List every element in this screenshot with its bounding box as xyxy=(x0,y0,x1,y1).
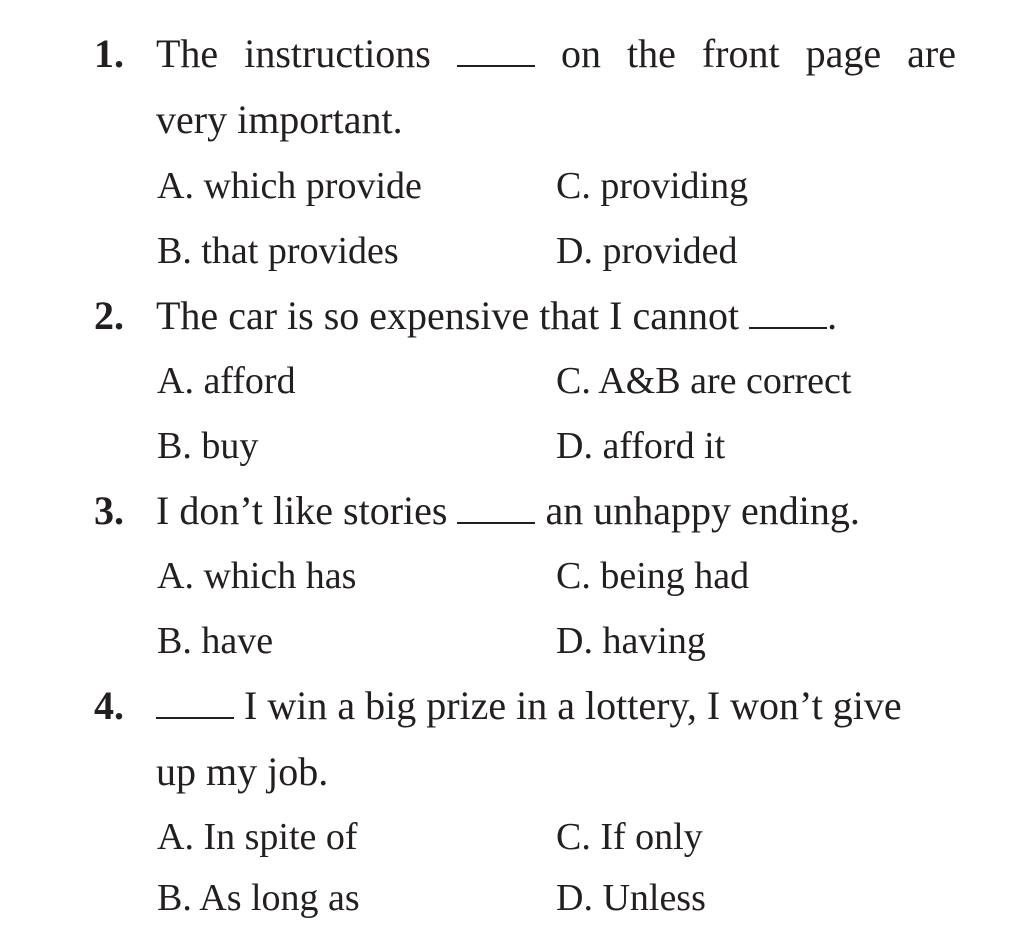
question-number: 2. xyxy=(94,293,124,338)
question-stem xyxy=(156,292,837,340)
option-c[interactable]: C. A&B are correct xyxy=(556,360,852,402)
question-stem xyxy=(156,682,956,730)
stem-text: . xyxy=(827,293,838,338)
stem-text: an unhappy ending. xyxy=(545,488,860,533)
option-c[interactable]: C. providing xyxy=(556,165,749,207)
question-stem xyxy=(156,487,860,535)
question-stem-continued: up my job. xyxy=(156,749,329,794)
option-c[interactable]: C. If only xyxy=(556,816,703,858)
option-d[interactable]: D. having xyxy=(556,620,706,662)
option-b[interactable]: B. have xyxy=(157,620,274,662)
stem-text: I don’t like stories xyxy=(156,488,448,533)
option-a[interactable]: A. which has xyxy=(157,555,357,597)
option-a[interactable]: A. afford xyxy=(157,360,296,402)
question-number: 4. xyxy=(94,683,124,728)
answer-blank xyxy=(749,301,827,329)
answer-blank xyxy=(457,39,535,67)
option-c[interactable]: C. being had xyxy=(556,555,750,597)
option-a[interactable]: A. In spite of xyxy=(157,816,358,858)
option-a[interactable]: A. which provide xyxy=(157,165,422,207)
answer-blank xyxy=(457,496,535,524)
question-number: 3. xyxy=(94,488,124,533)
stem-text: The car is so expensive that I cannot xyxy=(156,293,740,338)
option-d[interactable]: D. Unless xyxy=(556,877,706,919)
stem-text: on the front page are xyxy=(560,31,956,76)
question-number: 1. xyxy=(94,31,124,76)
question-stem-continued: very important. xyxy=(156,97,403,142)
question-stem xyxy=(156,30,956,78)
option-b[interactable]: B. As long as xyxy=(157,877,360,919)
answer-blank xyxy=(156,691,234,719)
stem-text: I win a big prize in a lottery, I won’t give xyxy=(244,683,902,728)
option-d[interactable]: D. afford it xyxy=(556,425,726,467)
stem-text: The instructions xyxy=(156,31,431,76)
option-b[interactable]: B. buy xyxy=(157,425,259,467)
option-b[interactable]: B. that provides xyxy=(157,230,399,272)
option-d[interactable]: D. provided xyxy=(556,230,738,272)
